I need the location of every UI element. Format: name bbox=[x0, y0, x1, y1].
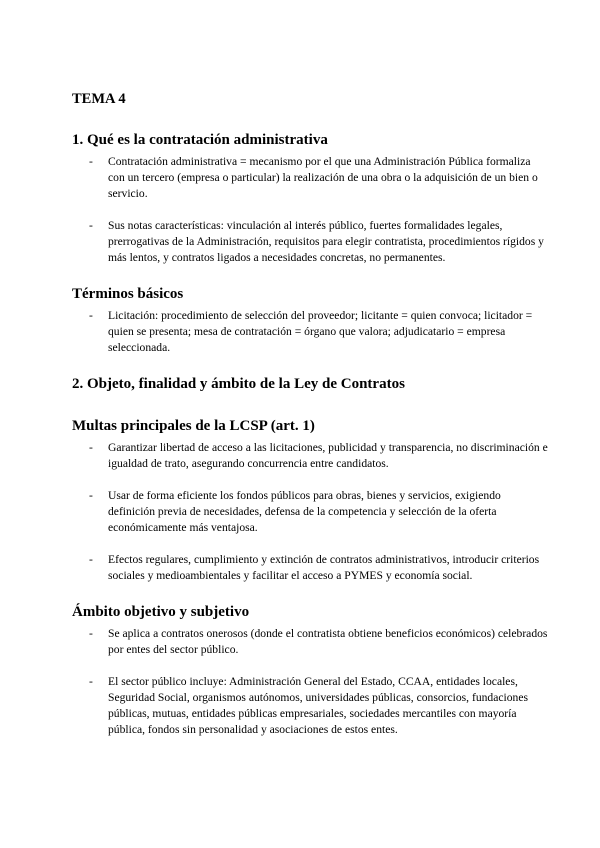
section-heading-terminos: Términos básicos bbox=[72, 286, 184, 302]
list-item-text: Efectos regulares, cumplimiento y extinción de contratos administrativos, introducir criterios sociales y medioambientales y facilitar el acceso a PYMES y economía social. bbox=[108, 553, 540, 582]
section-heading-multas: Multas principales de la LCSP (art. 1) bbox=[72, 418, 315, 434]
section-heading-objeto: 2. Objeto, finalidad y ámbito de la Ley de Contratos bbox=[72, 376, 405, 392]
list-item bbox=[72, 626, 550, 658]
list-item-text: Sus notas características: vinculación al interés público, fuertes formalidades legales, prerrogativas de la Administración, requisitos para elegir contratista, procedimientos rígidos y más lentos, y contratos ligados a necesidades concretas, no permanentes. bbox=[108, 219, 544, 264]
dash-bullet-icon: - bbox=[89, 155, 93, 168]
list-item-text: Usar de forma eficiente los fondos públicos para obras, bienes y servicios, exigiendo definición previa de necesidades, defensa de la competencia y selección de la oferta económicamente más ventajosa. bbox=[108, 489, 501, 534]
list-item bbox=[72, 218, 550, 266]
dash-bullet-icon: - bbox=[89, 553, 93, 566]
list-item-text: Contratación administrativa = mecanismo por el que una Administración Pública formaliza con un tercero (empresa o particular) la realización de una obra o la adquisición de un bien o servicio. bbox=[108, 155, 538, 200]
list-item bbox=[72, 674, 550, 738]
list-item bbox=[72, 308, 550, 356]
bullet-list-multas bbox=[72, 440, 550, 584]
list-item bbox=[72, 440, 550, 472]
spacer bbox=[72, 266, 550, 284]
list-item-text: Se aplica a contratos onerosos (donde el contratista obtiene beneficios económicos) celebrados por entes del sector público. bbox=[108, 627, 548, 656]
list-item-text: Garantizar libertad de acceso a las licitaciones, publicidad y transparencia, no discriminación e igualdad de trato, asegurando concurrencia entre candidatos. bbox=[108, 441, 548, 470]
bullet-list-que-es bbox=[72, 154, 550, 266]
dash-bullet-icon: - bbox=[89, 309, 93, 322]
section-heading-ambito: Ámbito objetivo y subjetivo bbox=[72, 604, 250, 620]
bullet-list-terminos bbox=[72, 308, 550, 356]
bullet-list-ambito bbox=[72, 626, 550, 738]
list-item-text: El sector público incluye: Administración General del Estado, CCAA, entidades locales, Seguridad Social, organismos autónomos, universidades públicas, consorcios, fundaciones públicas, mutuas, entidades públicas empresariales, sociedades mercantiles con mayoría pública, fondos sin personalidad y asociaciones de estos entes. bbox=[108, 675, 528, 736]
section-heading-que-es: 1. Qué es la contratación administrativa bbox=[72, 132, 328, 148]
dash-bullet-icon: - bbox=[89, 219, 93, 232]
document-title: TEMA 4 bbox=[72, 91, 126, 107]
list-item bbox=[72, 552, 550, 584]
dash-bullet-icon: - bbox=[89, 627, 93, 640]
list-item bbox=[72, 488, 550, 536]
spacer bbox=[72, 584, 550, 602]
dash-bullet-icon: - bbox=[89, 489, 93, 502]
spacer bbox=[72, 356, 550, 374]
dash-bullet-icon: - bbox=[89, 441, 93, 454]
spacer bbox=[72, 398, 550, 416]
dash-bullet-icon: - bbox=[89, 675, 93, 688]
list-item-text: Licitación: procedimiento de selección del proveedor; licitante = quien convoca; licitador = quien se presenta; mesa de contratación = órgano que valora; adjudicatario = empresa seleccionada. bbox=[108, 309, 533, 354]
list-item bbox=[72, 154, 550, 202]
